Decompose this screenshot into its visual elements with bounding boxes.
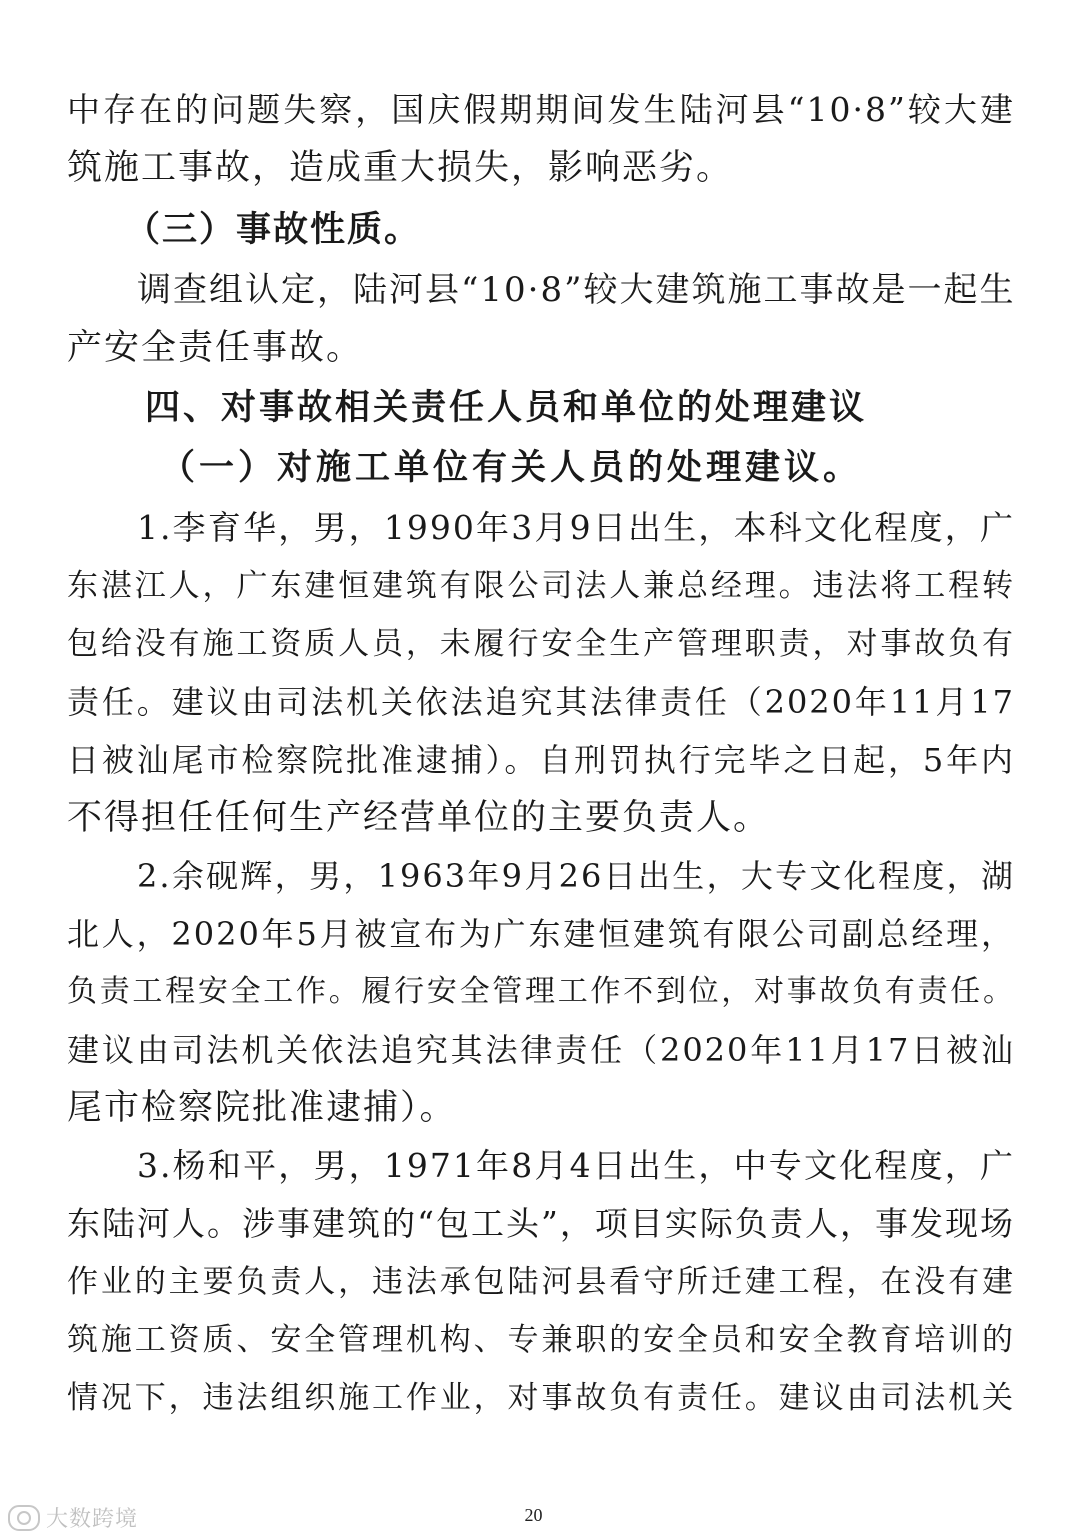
body-line: 1.李育华，男，1990年3月9日出生，本科文化程度，广 — [137, 508, 1015, 547]
page-number: 20 — [524, 1505, 543, 1525]
body-line: 包给没有施工资质人员，未履行安全生产管理职责，对事故负有 — [67, 626, 1015, 662]
watermark-text: 大数跨境 — [46, 1507, 139, 1532]
body-line: 责任。建议由司法机关依法追究其法律责任（2020年11月17 — [67, 683, 1015, 721]
body-line: 负责工程安全工作。履行安全管理工作不到位，对事故负有责任。 — [67, 974, 1015, 1009]
body-line: 作业的主要负责人，违法承包陆河县看守所迁建工程，在没有建 — [67, 1264, 1015, 1300]
body-line: 东陆河人。涉事建筑的“包工头”，项目实际负责人，事发现场 — [67, 1204, 1015, 1243]
subsection-heading: （三）事故性质。 — [125, 209, 422, 250]
body-line: 不得担任任何生产经营单位的主要负责人。 — [67, 798, 771, 838]
body-line: 产安全责任事故。 — [67, 328, 364, 368]
body-line: 北人，2020年5月被宣布为广东建恒建筑有限公司副总经理， — [67, 915, 1015, 953]
body-line: 筑施工资质、安全管理机构、专兼职的安全员和安全教育培训的 — [67, 1322, 1015, 1358]
subsection-heading: （一）对施工单位有关人员的处理建议。 — [160, 447, 863, 488]
body-line: 建议由司法机关依法追究其法律责任（2020年11月17日被汕 — [67, 1031, 1015, 1069]
body-line: 筑施工事故，造成重大损失，影响恶劣。 — [67, 148, 734, 188]
body-line: 调查组认定，陆河县“10·8”较大建筑施工事故是一起生 — [137, 270, 1016, 310]
body-line: 日被汕尾市检察院批准逮捕）。自刑罚执行完毕之日起，5年内 — [67, 741, 1015, 779]
body-line: 东湛江人，广东建恒建筑有限公司法人兼总经理。违法将工程转 — [67, 568, 1015, 604]
body-line: 2.余砚辉，男，1963年9月26日出生，大专文化程度，湖 — [137, 857, 1015, 895]
body-line: 情况下，违法组织施工作业，对事故负有责任。建议由司法机关 — [67, 1380, 1015, 1416]
body-line: 3.杨和平，男，1971年8月4日出生，中专文化程度，广 — [137, 1146, 1015, 1185]
body-line: 尾市检察院批准逮捕）。 — [67, 1088, 457, 1128]
section-heading: 四、对事故相关责任人员和单位的处理建议 — [145, 387, 868, 428]
body-line: 中存在的问题失察，国庆假期期间发生陆河县“10·8”较大建 — [67, 90, 1015, 129]
